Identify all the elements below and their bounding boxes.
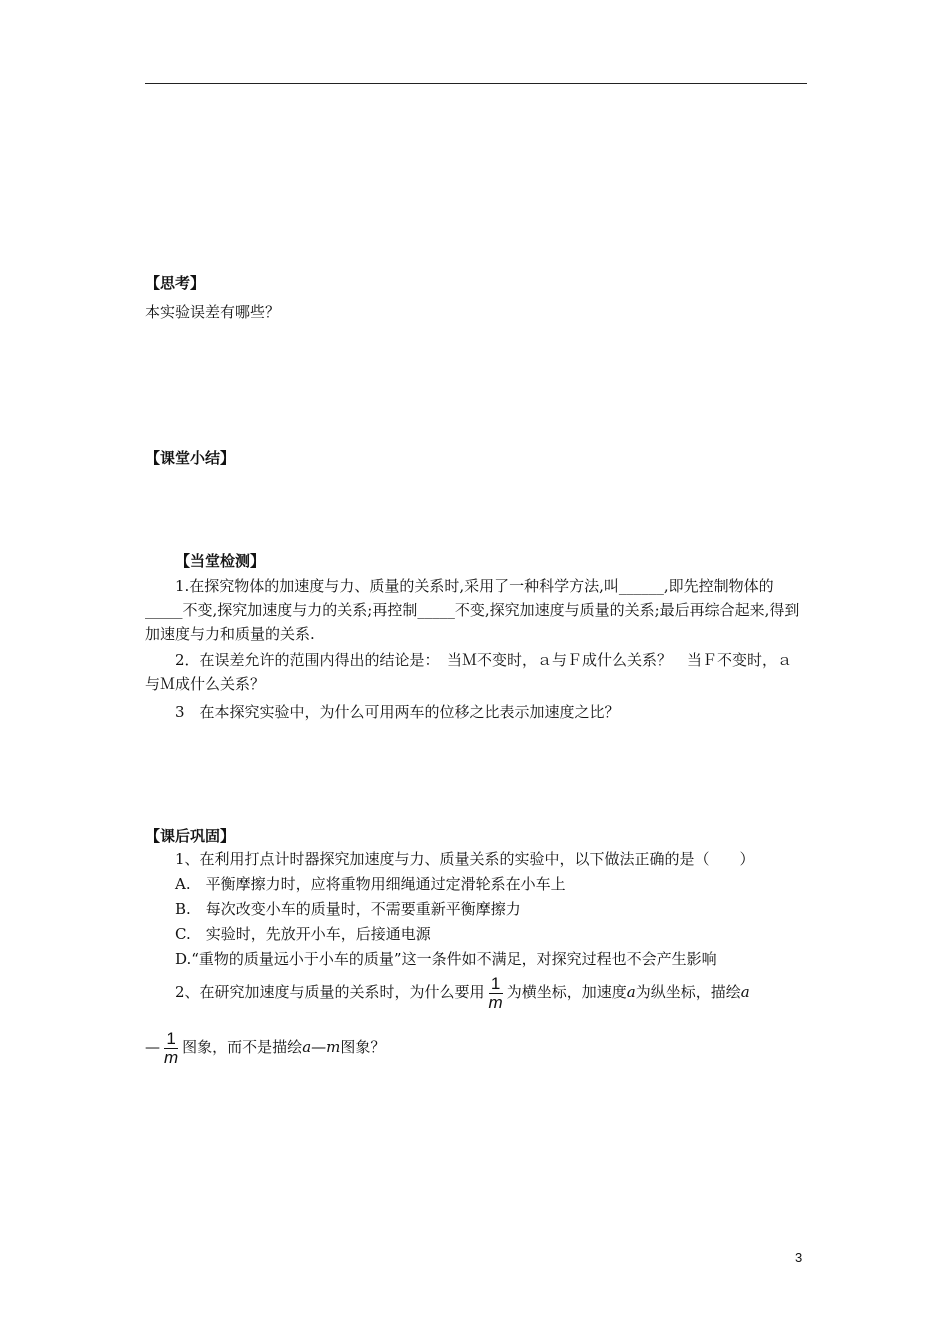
option-c: C. 实验时，先放开小车，后接通电源 [175, 925, 431, 943]
fraction-numerator-2: 1 [164, 1030, 178, 1049]
think-heading: 【思考】 [145, 274, 206, 292]
fraction-numerator: 1 [489, 975, 503, 994]
option-b: B. 每次改变小车的质量时，不需要重新平衡摩擦力 [175, 900, 521, 918]
q2-text-5: 图象？ [340, 1038, 386, 1056]
summary-heading: 【课堂小结】 [145, 449, 236, 467]
header-rule [145, 83, 807, 84]
after-question-1: 1、在利用打点计时器探究加速度与力、质量关系的实验中，以下做法正确的是（ ） [175, 850, 755, 868]
q2-var-a2: a [740, 983, 750, 1001]
q2-text-3: 为纵坐标，描绘 [635, 983, 741, 1001]
q2-text-2: 为横坐标，加速度 [506, 983, 627, 1001]
fraction-denominator-2: m [164, 1047, 179, 1067]
q2-a-m: a—m [302, 1038, 341, 1056]
q2-dash: — [145, 1038, 160, 1056]
check-question-3: 3 在本探究实验中，为什么可用两车的位移之比表示加速度之比？ [175, 703, 620, 721]
check-heading: 【当堂检测】 [175, 552, 266, 570]
fraction-one-over-m [489, 975, 503, 1012]
option-a: A. 平衡摩擦力时，应将重物用细绳通过定滑轮系在小车上 [175, 875, 566, 893]
q2-text-4: 图象，而不是描绘 [182, 1038, 303, 1056]
after-question-2-line-2 [145, 1027, 385, 1067]
check-question-2: 2．在误差允许的范围内得出的结论是： 当Ｍ不变时，ａ与Ｆ成什么关系？ 当Ｆ不变时，ａ与Ｍ成什么关系？ [145, 651, 793, 693]
q2-var-a: a [626, 983, 636, 1001]
page-number: 3 [795, 1250, 803, 1265]
after-heading: 【课后巩固】 [145, 827, 236, 845]
fraction-one-over-m-2 [164, 1030, 178, 1067]
fraction-denominator: m [488, 992, 503, 1012]
after-question-2-line-1 [175, 972, 750, 1012]
check-question-1: 1.在探究物体的加速度与力、质量的关系时,采用了一种科学方法,叫______,即先控制物体的_____不变,探究加速度与力的关系;再控制_____不变,探究加速度与质量的关系;最后再综合起来,得到加速度与力和质量的关系. [145, 577, 800, 643]
q2-text-1: 2、在研究加速度与质量的关系时，为什么要用 [175, 983, 485, 1001]
think-question: 本实验误差有哪些？ [145, 303, 281, 321]
option-d: D.“重物的质量远小于小车的质量”这一条件如不满足，对探究过程也不会产生影响 [175, 950, 717, 968]
